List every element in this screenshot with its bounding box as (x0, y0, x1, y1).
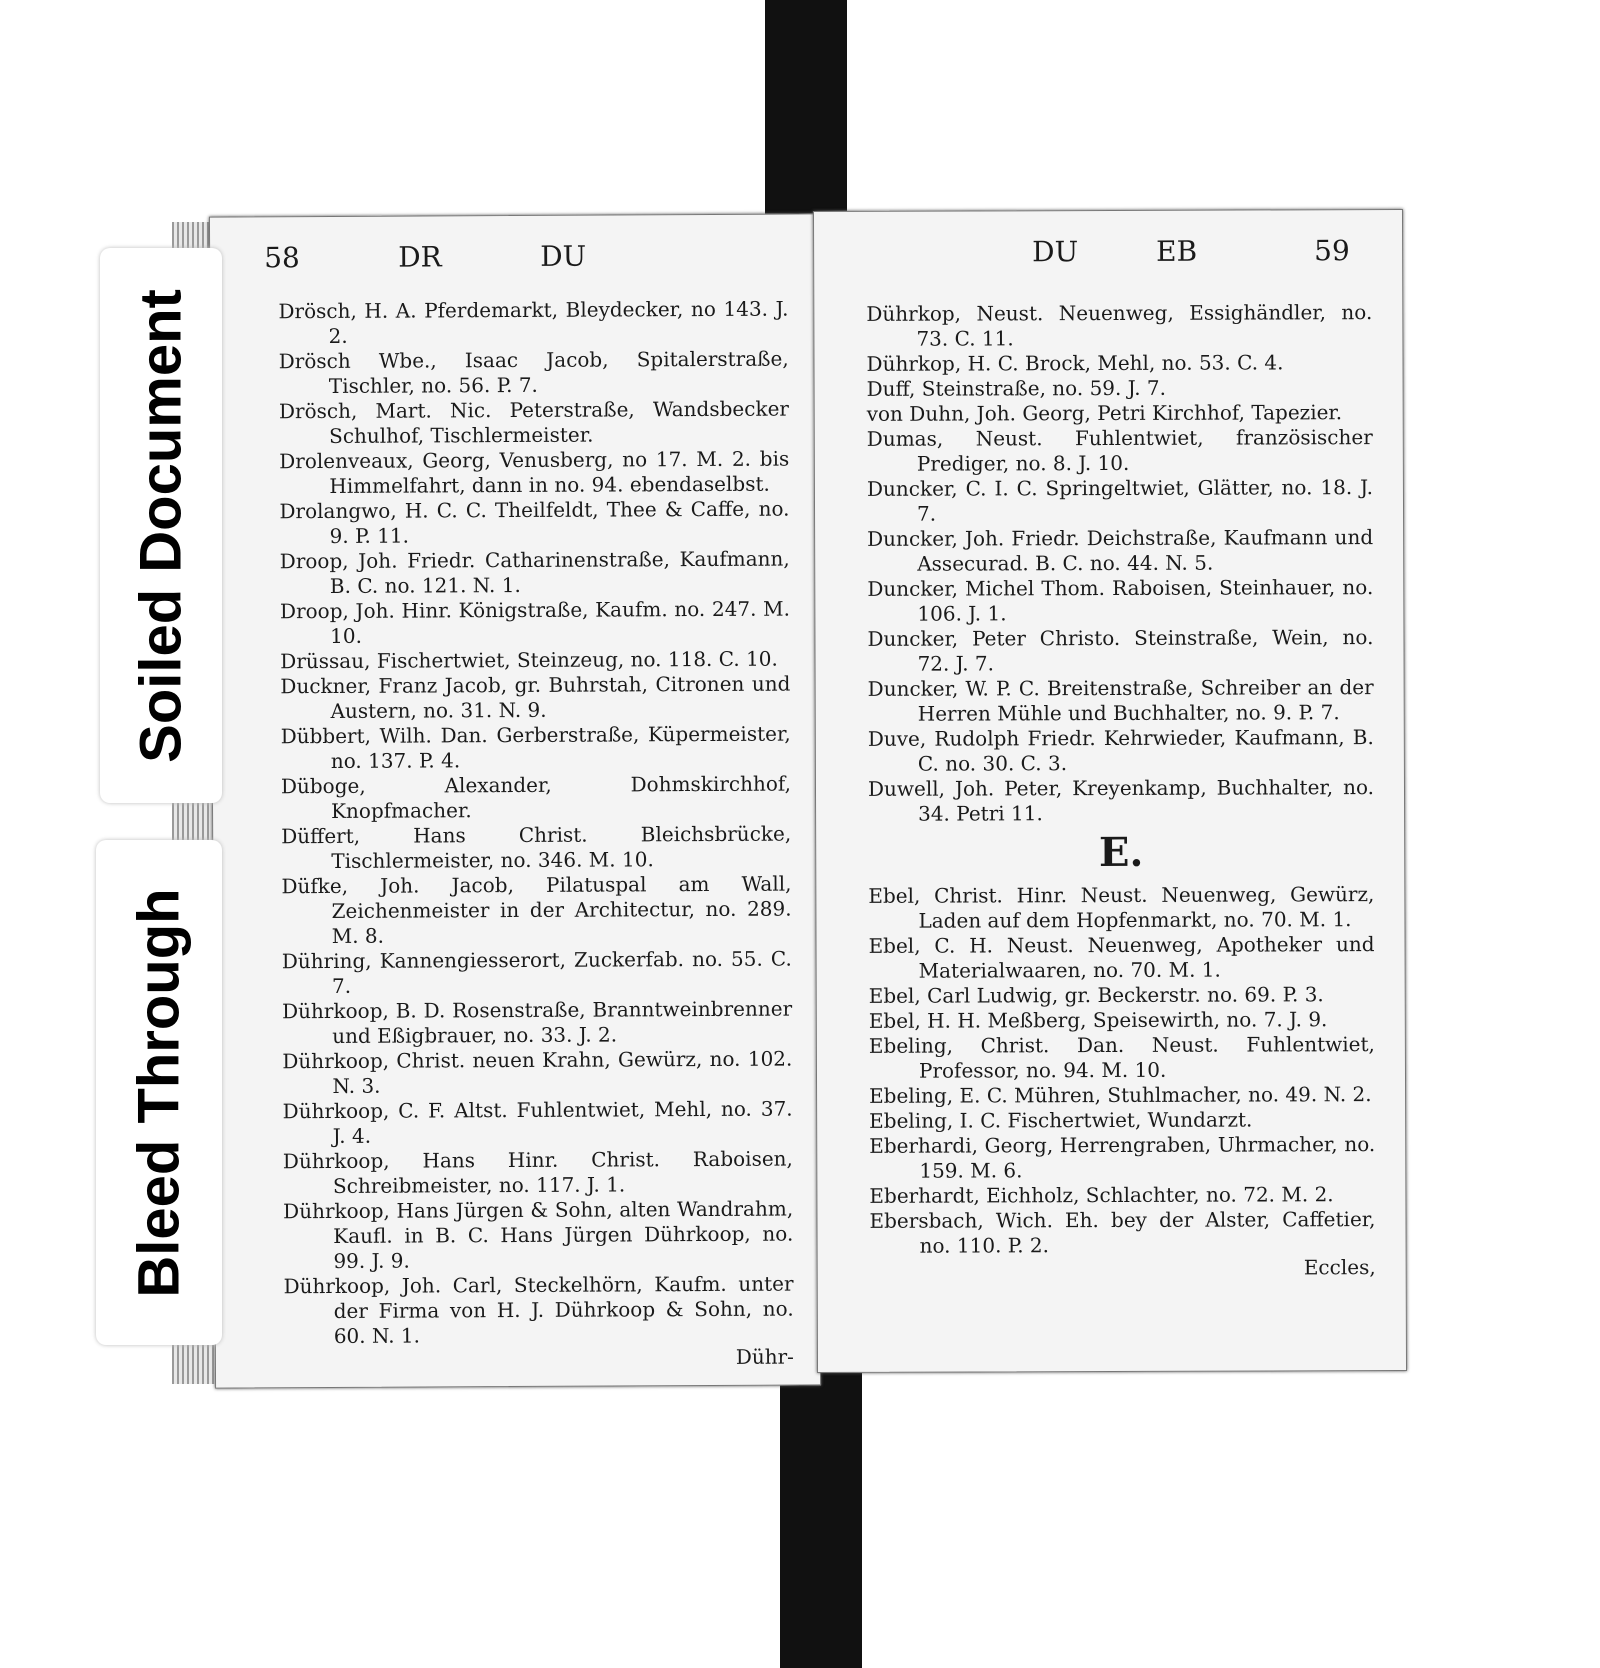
directory-entry: Düboge, Alexander, Dohmskirchhof, Knopfmacher. (280, 771, 791, 823)
catchword: Eccles, (1303, 1255, 1376, 1280)
directory-entry: Ebel, Carl Ludwig, gr. Beckerstr. no. 69. P. 3. (868, 982, 1324, 1008)
directory-entry: Eberhardt, Eichholz, Schlachter, no. 72. M. 2. (869, 1182, 1334, 1208)
directory-entry: Dührkoop, B. D. Rosenstraße, Branntweinbrenner und Eßigbrauer, no. 33. J. 2. (282, 996, 793, 1048)
directory-entry: Dühring, Kannengiesserort, Zuckerfab. no. 55. C. 7. (281, 946, 792, 998)
directory-entry: Dührkop, Neust. Neuenweg, Essighändler, no. 73. C. 11. (866, 300, 1373, 351)
directory-entry: Ebeling, Christ. Dan. Neust. Fuhlentwiet, Professor, no. 94. M. 10. (868, 1032, 1375, 1083)
directory-entry: Duncker, Joh. Friedr. Deichstraße, Kaufmann und Assecurad. B. C. no. 44. N. 5. (867, 525, 1374, 576)
directory-entry: Ebel, C. H. Neust. Neuenweg, Apotheker und Materialwaaren, no. 70. M. 1. (868, 932, 1375, 983)
directory-entry: Dührkoop, Joh. Carl, Steckelhörn, Kaufm. unter der Firma von H. J. Dührkoop & Sohn, no. 60. N. 1. (283, 1271, 794, 1348)
left-page (209, 213, 821, 1388)
directory-entry: Ebersbach, Wich. Eh. bey der Alster, Caffetier, no. 110. P. 2. (869, 1207, 1376, 1258)
directory-entry: Duncker, Peter Christo. Steinstraße, Wein, no. 72. J. 7. (867, 625, 1374, 676)
running-head-left: DU (1032, 235, 1079, 269)
running-head-left: DR (398, 240, 442, 274)
directory-entry: Drösch Wbe., Isaac Jacob, Spitalerstraße, Tischler, no. 56. P. 7. (278, 346, 789, 398)
directory-entry: Düffert, Hans Christ. Bleichsbrücke, Tischlermeister, no. 346. M. 10. (281, 821, 792, 873)
left-page-header (210, 238, 814, 281)
directory-entry: Droop, Joh. Hinr. Königstraße, Kaufm. no. 247. M. 10. (279, 596, 791, 648)
directory-entry: Drüssau, Fischertwiet, Steinzeug, no. 118. C. 10. (280, 646, 778, 674)
directory-entry: Drösch, Mart. Nic. Peterstraße, Wandsbecker Schulhof, Tischlermeister. (278, 396, 790, 448)
directory-entry: Ebeling, I. C. Fischertwiet, Wundarzt. (869, 1107, 1253, 1133)
soiled-document-label (100, 248, 222, 803)
soiled-document-label-text: Soiled Document (128, 288, 194, 763)
directory-entry: Dührkoop, Hans Hinr. Christ. Raboisen, Schreibmeister, no. 117. J. 1. (282, 1146, 793, 1198)
directory-entry: Dührkop, H. C. Brock, Mehl, no. 53. C. 4. (866, 350, 1284, 376)
directory-entry: Duve, Rudolph Friedr. Kehrwieder, Kaufmann, B. C. no. 30. C. 3. (867, 725, 1374, 776)
binding-strap-bottom (780, 1370, 862, 1668)
directory-entry: Duncker, C. I. C. Springeltwiet, Glätter, no. 18. J. 7. (866, 475, 1373, 526)
directory-entry: Droop, Joh. Friedr. Catharinenstraße, Kaufmann, B. C. no. 121. N. 1. (279, 546, 790, 598)
directory-entry: Duncker, W. P. C. Breitenstraße, Schreiber an der Herren Mühle und Buchhalter, no. 9. P. 7. (867, 675, 1374, 726)
directory-entry: Drolangwo, H. C. C. Theilfeldt, Thee & Caffe, no. 9. P. 11. (279, 496, 790, 548)
right-page (813, 209, 1407, 1373)
directory-entry: Duff, Steinstraße, no. 59. J. 7. (866, 375, 1167, 401)
bleed-through-label-text: Bleed Through (126, 887, 192, 1298)
page-number: 59 (1314, 234, 1350, 268)
right-page-header (814, 234, 1402, 276)
running-head-right: EB (1156, 234, 1198, 268)
directory-entry: Ebeling, E. C. Mühren, Stuhlmacher, no. 49. N. 2. (869, 1082, 1372, 1108)
directory-entry: Duwell, Joh. Peter, Kreyenkamp, Buchhalter, no. 34. Petri 11. (867, 775, 1375, 826)
directory-entry: Duckner, Franz Jacob, gr. Buhrstah, Citronen und Austern, no. 31. N. 9. (280, 671, 791, 723)
directory-entry: Düfke, Joh. Jacob, Pilatuspal am Wall, Zeichenmeister in der Architectur, no. 289. M. 8. (281, 871, 792, 948)
running-head-right: DU (540, 239, 587, 273)
directory-entry: Drösch, H. A. Pferdemarkt, Bleydecker, no 143. J. 2. (278, 296, 789, 348)
directory-entry: Ebel, H. H. Meßberg, Speisewirth, no. 7. J. 9. (868, 1007, 1328, 1033)
directory-entry: Dührkoop, Hans Jürgen & Sohn, alten Wandrahm, Kaufl. in B. C. Hans Jürgen Dührkoop, no. 99. J. 9. (283, 1196, 794, 1273)
left-entry-list (278, 297, 794, 1373)
section-letter: E. (1098, 828, 1144, 877)
right-entry-list (866, 300, 1375, 1282)
directory-entry: Duncker, Michel Thom. Raboisen, Steinhauer, no. 106. J. 1. (867, 575, 1374, 626)
directory-entry: von Duhn, Joh. Georg, Petri Kirchhof, Tapezier. (866, 400, 1343, 426)
directory-entry: Dumas, Neust. Fuhlentwiet, französischer Prediger, no. 8. J. 10. (866, 425, 1373, 476)
directory-entry: Ebel, Christ. Hinr. Neust. Neuenweg, Gewürz, Laden auf dem Hopfenmarkt, no. 70. M. 1. (868, 882, 1375, 933)
binding-strap-top (765, 0, 847, 222)
bleed-through-label (96, 840, 222, 1345)
catchword: Dühr- (735, 1344, 794, 1369)
directory-entry: Dührkoop, Christ. neuen Krahn, Gewürz, no. 102. N. 3. (282, 1046, 793, 1098)
directory-entry: Drolenveaux, Georg, Venusberg, no 17. M. 2. bis Himmelfahrt, dann in no. 94. ebendaselbst. (279, 446, 790, 498)
directory-entry: Dührkoop, C. F. Altst. Fuhlentwiet, Mehl, no. 37. J. 4. (282, 1096, 793, 1148)
page-number: 58 (264, 241, 300, 275)
directory-entry: Eberhardi, Georg, Herrengraben, Uhrmacher, no. 159. M. 6. (869, 1132, 1376, 1183)
directory-entry: Dübbert, Wilh. Dan. Gerberstraße, Küpermeister, no. 137. P. 4. (280, 721, 791, 773)
